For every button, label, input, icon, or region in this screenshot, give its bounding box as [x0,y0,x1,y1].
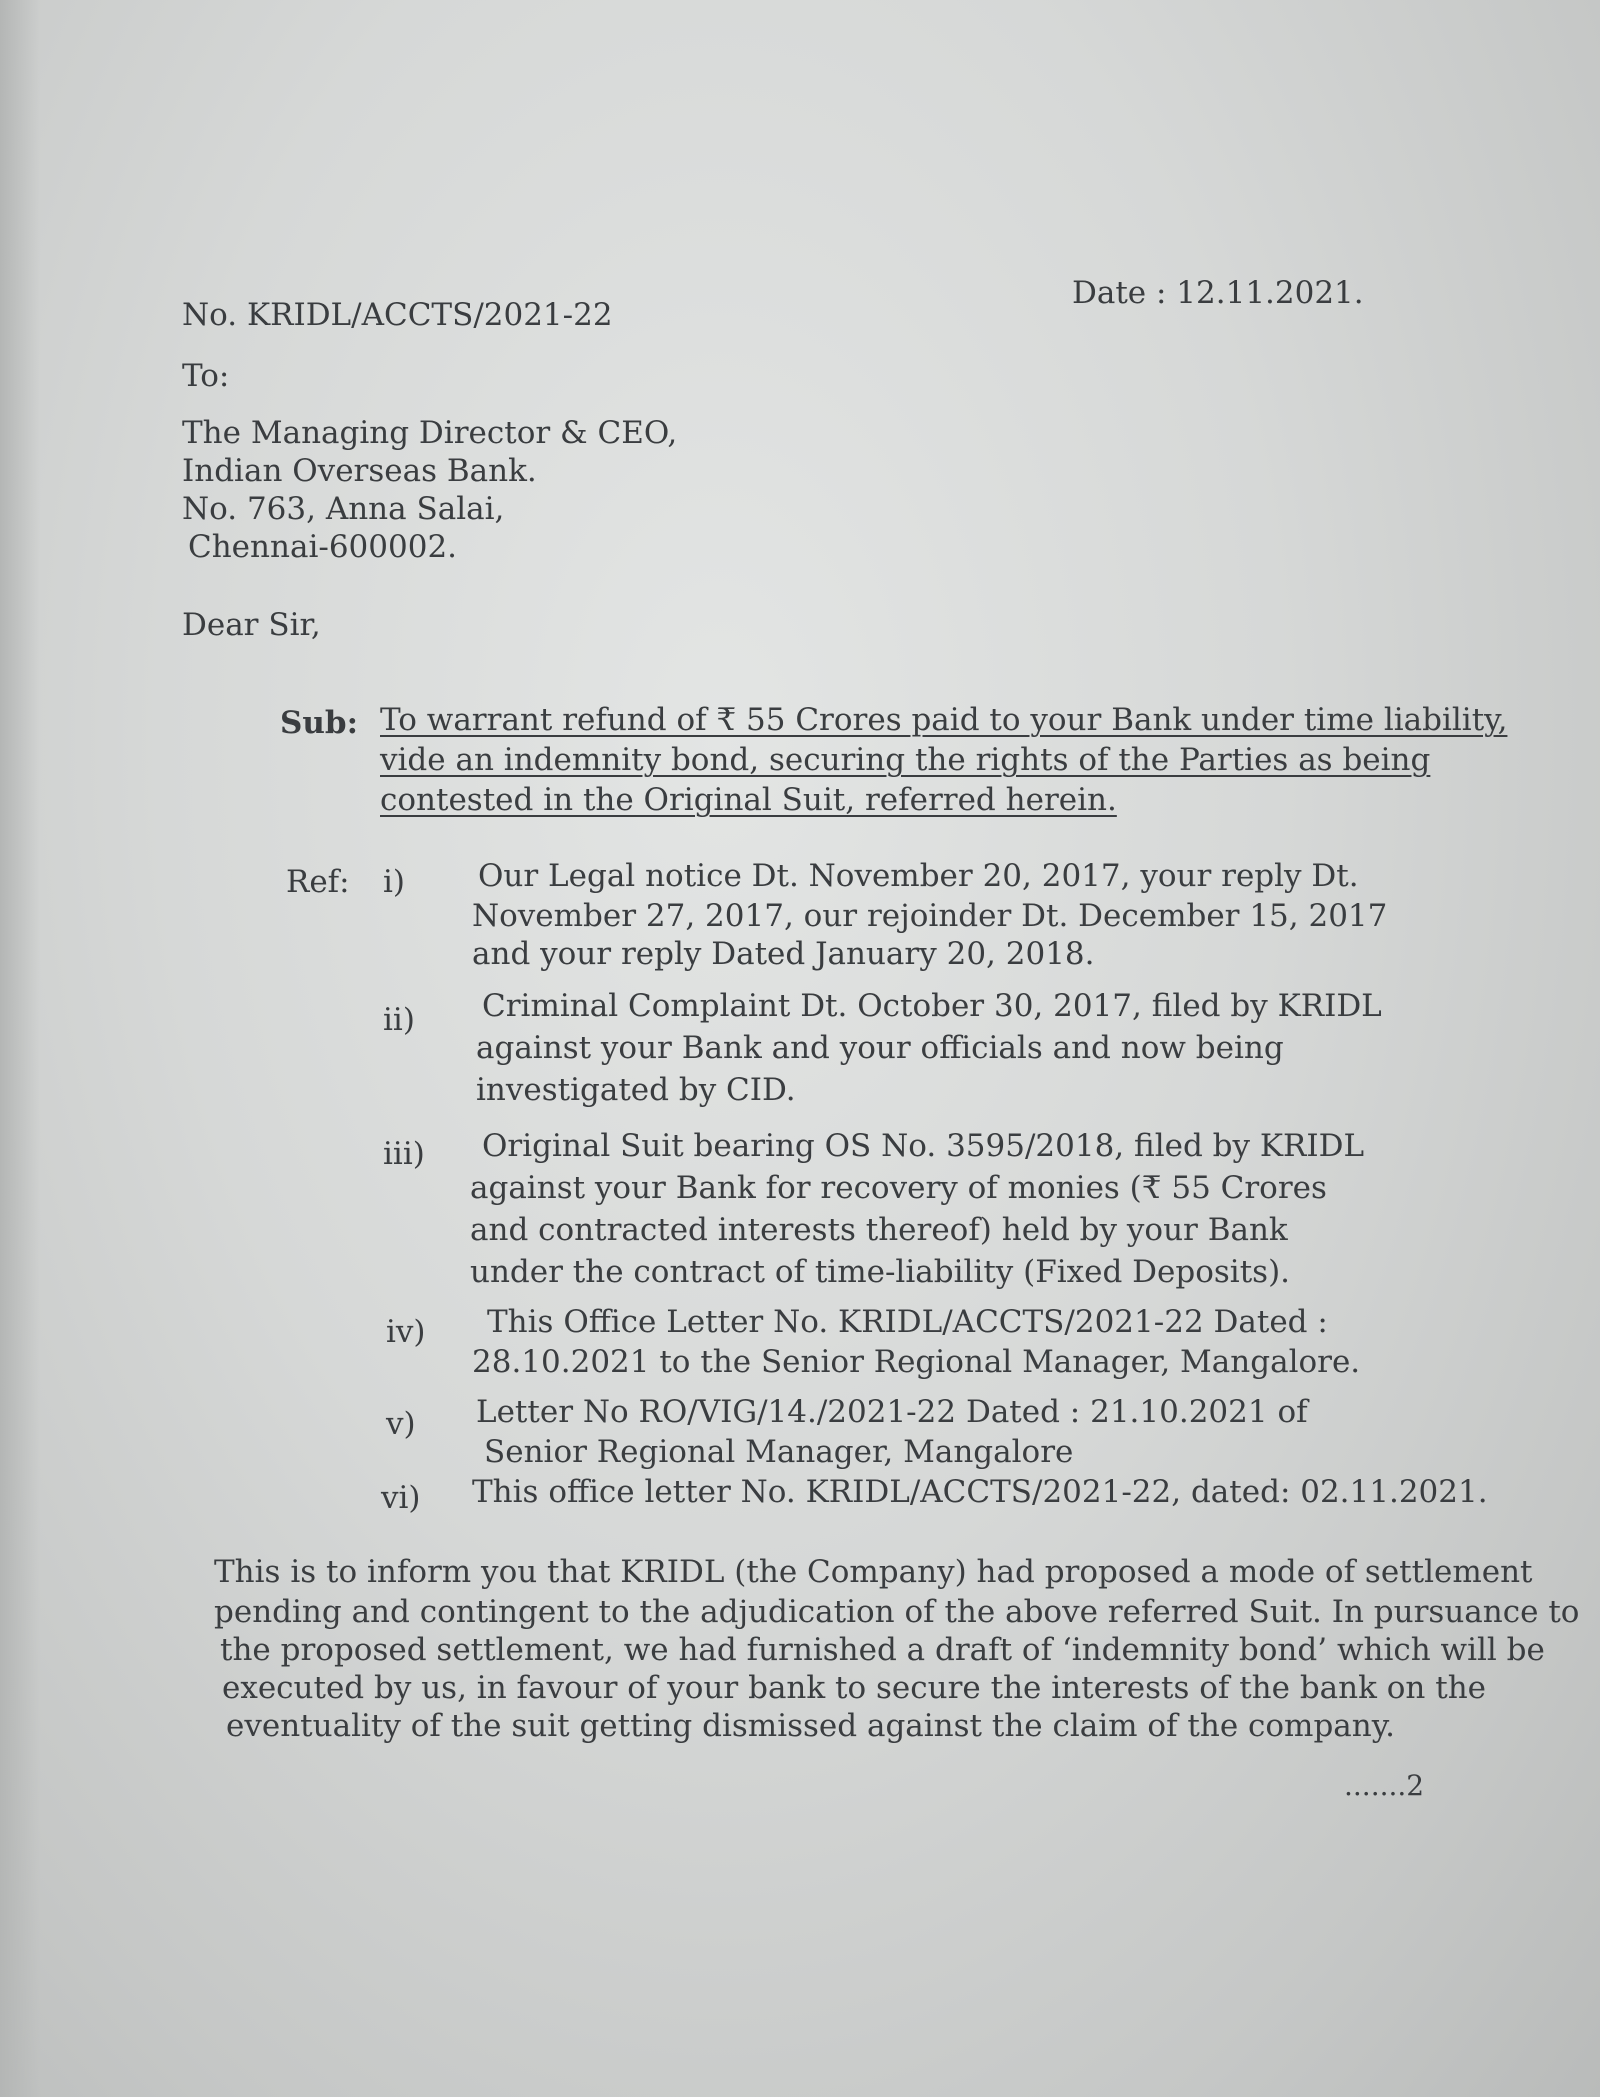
body-line: executed by us, in favour of your bank to secure the interests of the bank on the [222,1670,1487,1706]
to-label: To: [182,358,230,394]
addressee-line: Indian Overseas Bank. [182,453,537,489]
reference-number: No. KRIDL/ACCTS/2021-22 [182,297,613,333]
ref-line: This Office Letter No. KRIDL/ACCTS/2021-22 Dated : [487,1304,1328,1340]
subject-line: vide an indemnity bond, securing the rights of the Parties as being [380,742,1431,778]
ref-line: 28.10.2021 to the Senior Regional Manager, Mangalore. [472,1344,1361,1380]
ref-number: ii) [383,1002,415,1038]
ref-line: Letter No RO/VIG/14./2021-22 Dated : 21.10.2021 of [476,1394,1308,1430]
ref-line: and contracted interests thereof) held by your Bank [470,1212,1288,1248]
ref-number: iv) [386,1314,426,1350]
ref-line: Original Suit bearing OS No. 3595/2018, filed by KRIDL [482,1128,1365,1164]
salutation: Dear Sir, [182,607,321,643]
ref-line: investigated by CID. [476,1072,796,1108]
body-line: the proposed settlement, we had furnished a draft of ‘indemnity bond’ which will be [220,1632,1545,1668]
ref-number: v) [386,1406,416,1442]
addressee-line: No. 763, Anna Salai, [182,491,505,527]
ref-line: and your reply Dated January 20, 2018. [472,936,1095,972]
subject-label: Sub: [280,705,359,741]
ref-line: under the contract of time-liability (Fixed Deposits). [470,1254,1291,1290]
ref-number: iii) [383,1136,425,1172]
ref-line: Criminal Complaint Dt. October 30, 2017, filed by KRIDL [482,988,1382,1024]
body-line: This is to inform you that KRIDL (the Company) had proposed a mode of settlement [214,1554,1533,1590]
ref-line: This office letter No. KRIDL/ACCTS/2021-22, dated: 02.11.2021. [472,1474,1488,1510]
ref-line: Senior Regional Manager, Mangalore [484,1434,1074,1470]
ref-label: Ref: [286,864,350,900]
subject-line: contested in the Original Suit, referred herein. [380,782,1117,818]
ref-line: against your Bank and your officials and now being [476,1030,1284,1066]
letter-date: Date : 12.11.2021. [1072,275,1364,311]
ref-line: November 27, 2017, our rejoinder Dt. December 15, 2017 [472,898,1388,934]
page-continuation: .......2 [1344,1769,1425,1802]
body-line: pending and contingent to the adjudication of the above referred Suit. In pursuance to [214,1594,1580,1630]
subject-line: To warrant refund of ₹ 55 Crores paid to your Bank under time liability, [380,702,1508,738]
ref-number: vi) [381,1480,421,1516]
body-line: eventuality of the suit getting dismissed against the claim of the company. [226,1708,1395,1744]
ref-line: Our Legal notice Dt. November 20, 2017, your reply Dt. [478,858,1359,894]
page-shadow [0,0,40,2097]
ref-number: i) [383,864,406,900]
addressee-line: Chennai-600002. [188,529,458,565]
addressee-line: The Managing Director & CEO, [182,415,678,451]
ref-line: against your Bank for recovery of monies (₹ 55 Crores [470,1170,1327,1206]
